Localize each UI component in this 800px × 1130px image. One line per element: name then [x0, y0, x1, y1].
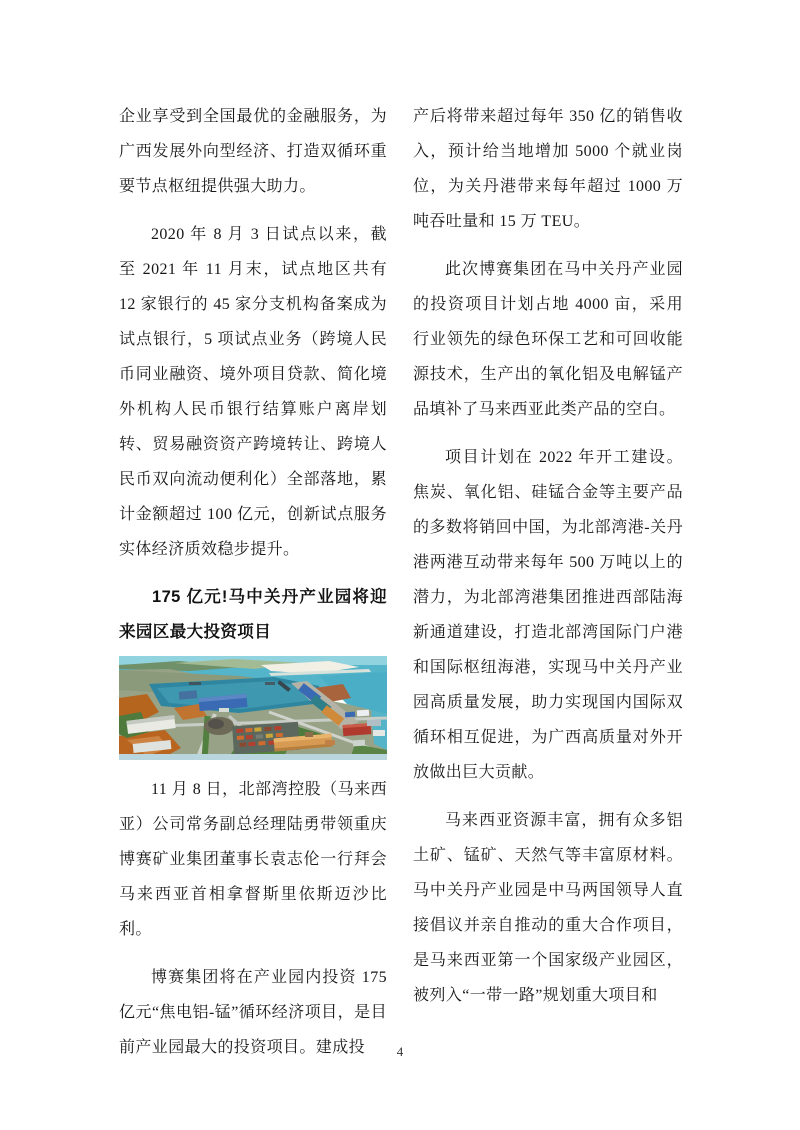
right-paragraph-2: 此次博赛集团在马中关丹产业园的投资项目计划占地 4000 亩，采用行业领先的绿色环保工艺和可回收能源技术，生产出的氧化铝及电解锰产品填补了马来西亚此类产品的空白。 — [413, 261, 683, 418]
page-number: 4 — [396, 1044, 404, 1059]
left-paragraph-4: 博赛集团将在产业园内投资 175 亿元“焦电铝-锰”循环经济项目，是目前产业园最大的投资项目。建成投 — [119, 969, 387, 1056]
left-paragraph-2: 2020 年 8 月 3 日试点以来，截至 2021 年 11 月末，试点地区共有 12 家银行的 45 家分支机构备案成为试点银行，5 项试点业务（跨境人民币同业融资、境外项目贷款、简化境外机构人民币银行结算账户离岸划转、贸易融资资产跨境转让、跨境人民币双向流动便利化）全部落地，累计金额超过 100 亿元，创新试点服务实体经济质效稳步提升。 — [119, 226, 387, 558]
right-paragraph-4: 马来西亚资源丰富，拥有众多铝土矿、锰矿、天然气等丰富原材料。马中关丹产业园是中马两国领导人直接倡议并亲自推动的重大合作项目，是马来西亚第一个国家级产业园区，被列入“一带一路”规划重大项目和 — [413, 812, 683, 1004]
right-column — [413, 99, 683, 1026]
right-paragraph-1: 产后将带来超过每年 350 亿的销售收入，预计给当地增加 5000 个就业岗位，为关丹港带来每年超过 1000 万吨吞吐量和 15 万 TEU。 — [413, 108, 683, 230]
section-heading: 175 亿元!马中关丹产业园将迎来园区最大投资项目 — [119, 588, 387, 641]
port-aerial-photo — [119, 656, 387, 760]
left-paragraph-1: 企业享受到全国最优的金融服务，为广西发展外向型经济、打造双循环重要节点枢纽提供强大助力。 — [119, 108, 387, 195]
left-column — [119, 99, 387, 1078]
left-paragraph-3: 11 月 8 日，北部湾控股（马来西亚）公司常务副总经理陆勇带领重庆博赛矿业集团董事长袁志伦一行拜会马来西亚首相拿督斯里依斯迈沙比利。 — [119, 781, 387, 938]
port-aerial-photo-graphic — [119, 656, 387, 760]
right-paragraph-3: 项目计划在 2022 年开工建设。焦炭、氧化铝、硅锰合金等主要产品的多数将销回中国，为北部湾港-关丹港两港互动带来每年 500 万吨以上的潜力，为北部湾港集团推进西部陆海新通道建设，打造北部湾国际门户港和国际枢纽海港，实现马中关丹产业园高质量发展，助力实现国内国际双循环相互促进，为广西高质量对外开放做出巨大贡献。 — [413, 449, 683, 781]
